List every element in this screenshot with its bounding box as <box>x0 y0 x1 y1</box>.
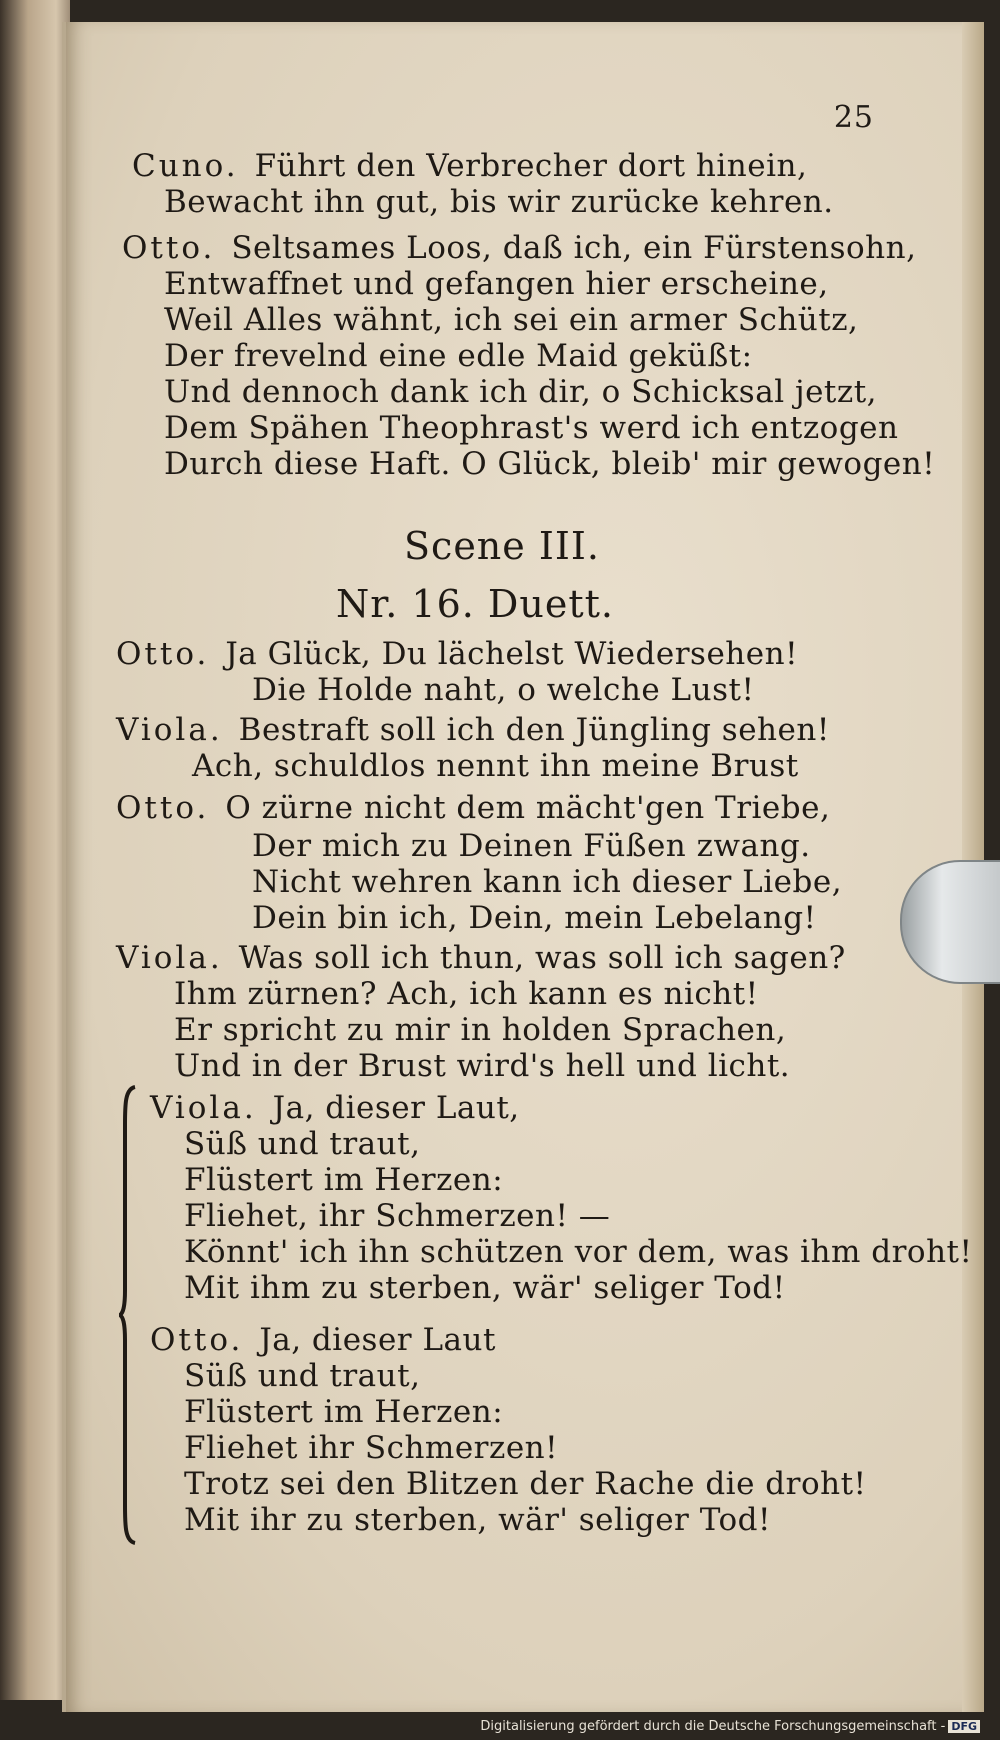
scene-heading: Scene III. <box>404 524 600 568</box>
verse-text: Fliehet ihr Schmerzen! <box>184 1430 559 1466</box>
digitization-footer <box>480 1719 980 1734</box>
verse-text: Dem Spähen Theophrast's werd ich entzogen <box>164 410 899 446</box>
verse-text: Bestraft soll ich den Jüngling sehen! <box>238 712 830 748</box>
text-line <box>150 1090 520 1126</box>
verse-text: Was soll ich thun, was soll ich sagen? <box>238 940 846 976</box>
text-line <box>164 410 898 446</box>
dfg-logo: DFG <box>948 1720 980 1733</box>
speaker-name: Viola. <box>116 940 223 976</box>
verse-text: Dein bin ich, Dein, mein Lebelang! <box>252 900 817 936</box>
page-number: 25 <box>833 100 874 135</box>
text-line <box>174 1012 786 1048</box>
verse-text: Durch diese Haft. O Glück, bleib' mir gewogen! <box>164 446 936 482</box>
text-line <box>184 1430 558 1466</box>
text-line <box>164 266 829 302</box>
verse-text: Ja, dieser Laut <box>259 1322 496 1358</box>
speaker-name: Otto. <box>122 230 216 266</box>
text-line <box>252 828 811 864</box>
verse-text: Ihm zürnen? Ach, ich kann es nicht! <box>174 976 759 1012</box>
verse-text: Mit ihr zu sterben, wär' seliger Tod! <box>184 1502 771 1538</box>
verse-text: Die Holde naht, o welche Lust! <box>252 672 755 708</box>
verse-text: Entwaffnet und gefangen hier erscheine, <box>164 266 829 302</box>
verse-text: Führt den Verbrecher dort hinein, <box>254 148 808 184</box>
text-line <box>174 976 759 1012</box>
verse-text: O zürne nicht dem mächt'gen Triebe, <box>225 790 831 826</box>
text-line <box>164 374 877 410</box>
speaker-name: Otto. <box>116 790 210 826</box>
speaker-name: Otto. <box>150 1322 244 1358</box>
text-line <box>184 1126 420 1162</box>
number-heading: Nr. 16. Duett. <box>336 582 614 626</box>
text-line <box>184 1358 420 1394</box>
verse-text: Mit ihm zu sterben, wär' seliger Tod! <box>184 1270 786 1306</box>
verse-text: Nicht wehren kann ich dieser Liebe, <box>252 864 843 900</box>
verse-text: Bewacht ihn gut, bis wir zurücke kehren. <box>164 184 834 220</box>
verse-text: Flüstert im Herzen: <box>184 1162 504 1198</box>
verse-text: Der frevelnd eine edle Maid geküßt: <box>164 338 753 374</box>
verse-text: Ach, schuldlos nennt ihn meine Brust <box>192 748 799 784</box>
speaker-name: Viola. <box>116 712 223 748</box>
text-line <box>252 672 754 708</box>
speaker-name: Cuno. <box>132 148 239 184</box>
text-line <box>184 1502 771 1538</box>
text-line <box>164 338 753 374</box>
verse-text: Seltsames Loos, daß ich, ein Fürstensohn, <box>231 230 917 266</box>
text-line <box>116 712 830 748</box>
verse-text: Süß und traut, <box>184 1358 421 1394</box>
verse-text: Flüstert im Herzen: <box>184 1394 504 1430</box>
speaker-name: Viola. <box>150 1090 257 1126</box>
verse-text: Weil Alles wähnt, ich sei ein armer Schütz, <box>164 302 859 338</box>
text-line <box>184 1270 786 1306</box>
verse-text: Ja, dieser Laut, <box>272 1090 520 1126</box>
text-line <box>184 1394 503 1430</box>
verse-text: Er spricht zu mir in holden Sprachen, <box>174 1012 787 1048</box>
text-line <box>116 940 846 976</box>
text-line <box>132 148 807 184</box>
text-line <box>184 1162 503 1198</box>
text-line <box>192 748 799 784</box>
facing-page-edge <box>0 0 70 1700</box>
verse-text: Der mich zu Deinen Füßen zwang. <box>252 828 811 864</box>
verse-text: Ja Glück, Du lächelst Wiedersehen! <box>225 636 799 672</box>
verse-text: Trotz sei den Blitzen der Rache die droht! <box>184 1466 867 1502</box>
text-line <box>184 1234 972 1270</box>
curly-brace <box>119 1085 137 1545</box>
text-line <box>164 302 858 338</box>
verse-text: Fliehet, ihr Schmerzen! — <box>184 1198 611 1234</box>
verse-text: Süß und traut, <box>184 1126 421 1162</box>
footer-text: Digitalisierung gefördert durch die Deutsche Forschungsgemeinschaft - <box>480 1719 946 1734</box>
text-line <box>122 230 916 266</box>
verse-text: Und dennoch dank ich dir, o Schicksal jetzt, <box>164 374 878 410</box>
text-line <box>184 1466 867 1502</box>
text-line <box>116 636 798 672</box>
text-line <box>150 1322 496 1358</box>
text-line <box>184 1198 610 1234</box>
book-page <box>62 22 984 1712</box>
text-line <box>116 790 830 826</box>
speaker-name: Otto. <box>116 636 210 672</box>
text-line <box>252 900 817 936</box>
text-line <box>174 1048 790 1084</box>
verse-text: Könnt' ich ihn schützen vor dem, was ihm droht! <box>184 1234 973 1270</box>
verse-text: Und in der Brust wird's hell und licht. <box>174 1048 791 1084</box>
text-line <box>164 446 935 482</box>
text-line <box>252 864 842 900</box>
text-line <box>164 184 834 220</box>
